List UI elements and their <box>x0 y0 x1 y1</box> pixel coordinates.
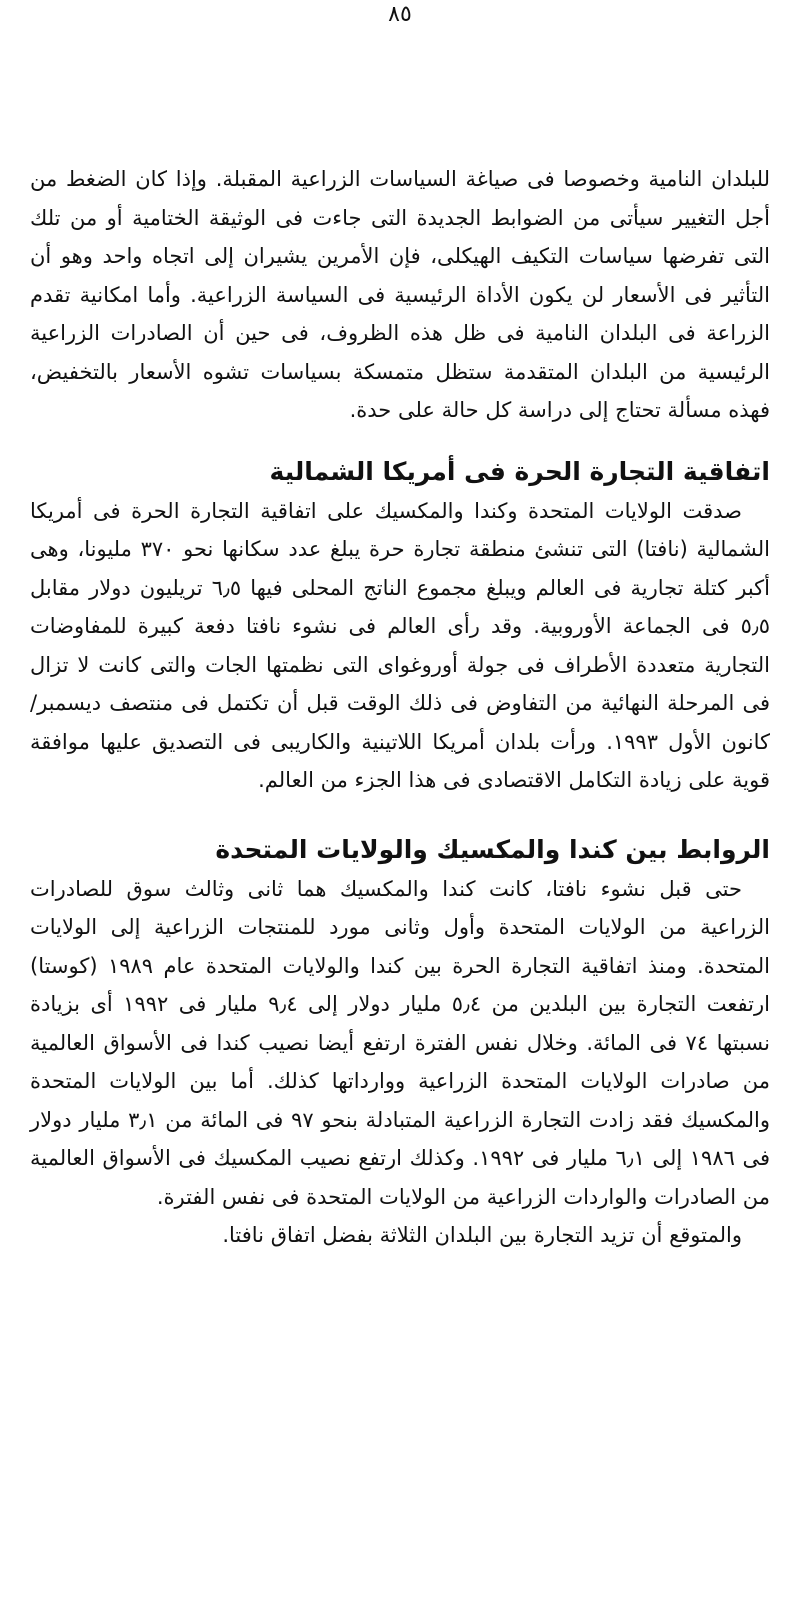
links-heading: الروابط بين كندا والمكسيك والولايات المتحدة <box>215 834 770 864</box>
nafta-paragraph: صدقت الولايات المتحدة وكندا والمكسيك على اتفاقية التجارة الحرة فى أمريكا الشمالية (نافتا) التى تنشئ منطقة تجارة حرة يبلغ عدد سكانها نحو ٣٧٠ مليونا، وهى أكبر كتلة تجارية فى العالم ويبلغ مجموع الناتج المحلى فيها ٦٫٥ تريليون دولار مقابل ٥٫٥ فى الجماعة الأوروبية. وقد رأى العالم فى نشوء نافتا دفعة كبيرة للمفاوضات التجارية متعددة الأطراف فى جولة أوروغواى التى نظمتها الجات والتى كانت لا تزال فى المرحلة النهائية من التفاوض فى ذلك الوقت قبل أن تكتمل فى منتصف ديسمبر/ كانون الأول ١٩٩٣. ورأت بلدان أمريكا اللاتينية والكاريبى فى التصديق عليها موافقة قوية على زيادة التكامل الاقتصادى فى هذا الجزء من العالم. <box>30 498 770 792</box>
intro-paragraph: للبلدان النامية وخصوصا فى صياغة السياسات الزراعية المقبلة. وإذا كان الضغط من أجل التغيير سيأتى من الضوابط الجديدة التى جاءت فى الوثيقة الختامية أو من تلك التى تفرضها سياسات التكيف الهيكلى، فإن الأمرين يشيران إلى اتجاه واحد وهو أن التأثير فى الأسعار لن يكون الأداة الرئيسية فى السياسة الزراعية. وأما امكانية تقدم الزراعة فى البلدان النامية فى ظل هذه الظروف، فى حين أن الصادرات الزراعية الرئيسية من البلدان المتقدمة ستظل متمسكة بسياسات تشوه الأسعار بالتخفيض، فهذه مسألة تحتاج إلى دراسة كل حالة على حدة. <box>30 167 770 422</box>
page-number: ٨٥ <box>388 2 412 27</box>
closing-paragraph: والمتوقع أن تزيد التجارة بين البلدان الثلاثة بفضل اتفاق نافتا. <box>222 1223 742 1247</box>
nafta-heading: اتفاقية التجارة الحرة فى أمريكا الشمالية <box>269 456 770 486</box>
links-paragraph: حتى قبل نشوء نافتا، كانت كندا والمكسيك هما ثانى وثالث سوق للصادرات الزراعية من الولايات المتحدة وأول وثانى مورد للمنتجات الزراعية إلى الولايات المتحدة. ومنذ اتفاقية التجارة الحرة بين كندا والولايات المتحدة عام ١٩٨٩ (كوستا) ارتفعت التجارة بين البلدين من ٥٫٤ مليار دولار إلى ٩٫٤ مليار فى ١٩٩٢ أى بزيادة نسبتها ٧٤ فى المائة. وخلال نفس الفترة ارتفع أيضا نصيب كندا فى الأسواق العالمية من صادرات الولايات المتحدة الزراعية ووارداتها كذلك. أما بين الولايات المتحدة والمكسيك فقد زادت التجارة الزراعية المتبادلة بنحو ٩٧ فى المائة من ٣٫١ مليار دولار فى ١٩٨٦ إلى ٦٫١ مليار فى ١٩٩٢. وكذلك ارتفع نصيب المكسيك فى الأسواق العالمية من الصادرات والواردات الزراعية من الولايات المتحدة فى نفس الفترة. <box>30 876 771 1209</box>
page-content <box>30 160 770 1255</box>
